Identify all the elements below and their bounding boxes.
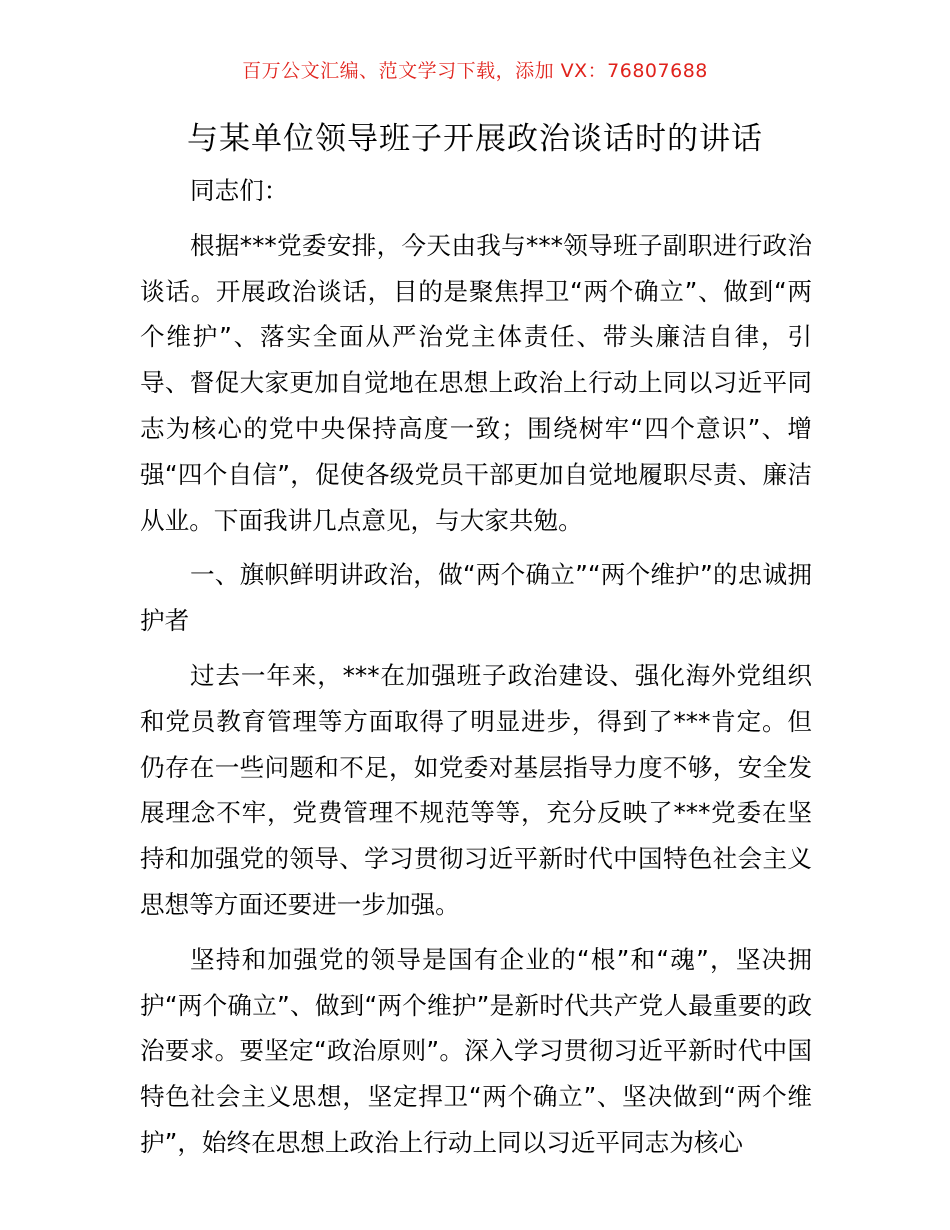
- section-heading-one: 一、旗帜鲜明讲政治，做“两个确立”“两个维护”的忠诚拥护者: [140, 560, 812, 636]
- salutation: 同志们：: [190, 176, 289, 205]
- document-body: [140, 168, 812, 1166]
- paragraph-intro: 根据***党委安排，今天由我与***领导班子副职进行政治谈话。开展政治谈话，目的是聚焦捍卫“两个确立”、做到“两个维护”、落实全面从严治党主体责任、带头廉洁自律，引导、督促大家更加自觉地在思想上政治上行动上同以习近平同志为核心的党中央保持高度一致；围绕树牢“四个意识”、增强“四个自信”，促使各级党员干部更加自觉地履职尽责、廉洁从业。下面我讲几点意见，与大家共勉。: [140, 230, 812, 535]
- header-watermark: 百万公文汇编、范文学习下载，添加 VX：76807688: [242, 60, 708, 82]
- paragraph-review: 过去一年来，***在加强班子政治建设、强化海外党组织和党员教育管理等方面取得了明显进步，得到了***肯定。但仍存在一些问题和不足，如党委对基层指导力度不够，安全发展理念不牢，党费管理不规范等等，充分反映了***党委在坚持和加强党的领导、学习贯彻习近平新时代中国特色社会主义思想等方面还要进一步加强。: [140, 660, 812, 919]
- paragraph-requirements: 坚持和加强党的领导是国有企业的“根”和“魂”，坚决拥护“两个确立”、做到“两个维护”是新时代共产党人最重要的政治要求。要坚定“政治原则”。深入学习贯彻习近平新时代中国特色社会主义思想，坚定捍卫“两个确立”、坚决做到“两个维护”，始终在思想上政治上行动上同以习近平同志为核心: [140, 944, 812, 1157]
- document-title: 与某单位领导班子开展政治谈话时的讲话: [187, 121, 763, 157]
